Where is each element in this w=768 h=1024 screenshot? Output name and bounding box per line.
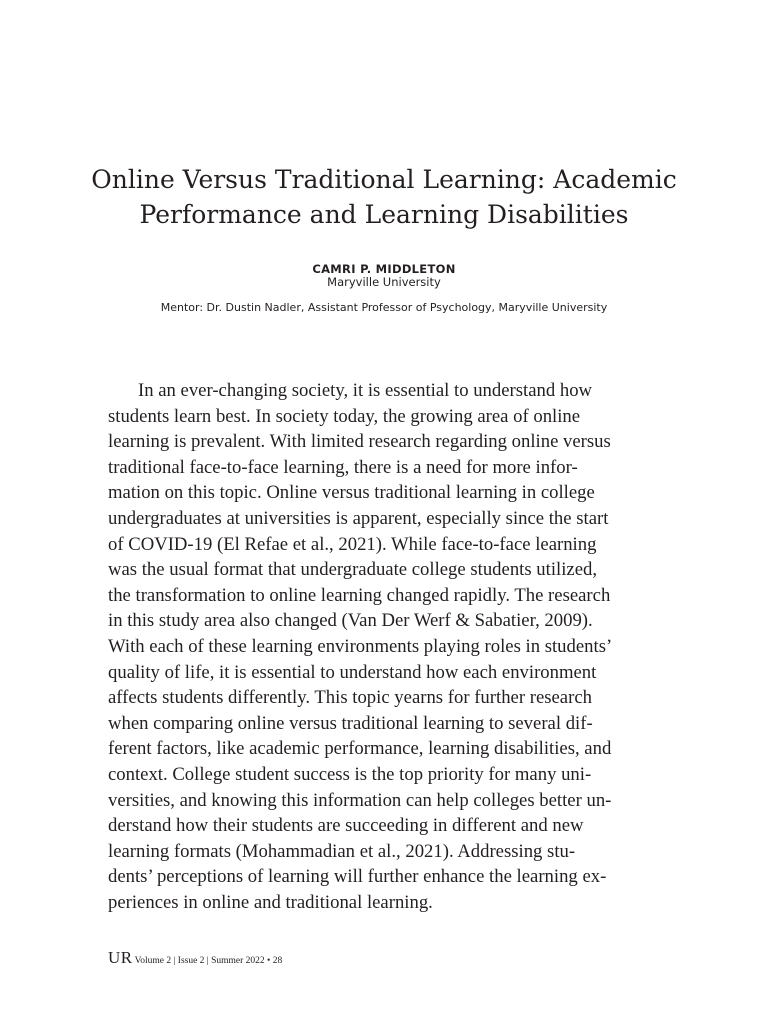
page-footer <box>108 948 282 968</box>
body-line: learning is prevalent. With limited research regarding online versus <box>108 431 611 453</box>
body-line: in this study area also changed (Van Der Werf & Sabatier, 2009). <box>108 610 593 632</box>
body-line: derstand how their students are succeeding in different and new <box>108 815 584 837</box>
body-line: was the usual format that undergraduate college students utilized, <box>108 559 598 581</box>
body-line: dents’ perceptions of learning will further enhance the learning ex- <box>108 866 607 888</box>
body-line: undergraduates at universities is apparent, especially since the start <box>108 507 609 529</box>
body-line: mation on this topic. Online versus traditional learning in college <box>108 482 595 504</box>
title-line-2: Performance and Learning Disabilities <box>139 200 629 229</box>
body-line: With each of these learning environments playing roles in students’ <box>108 635 613 657</box>
body-line: versities, and knowing this information can help colleges better un- <box>108 789 612 811</box>
body-line: In an ever-changing society, it is essential to understand how <box>138 380 593 401</box>
mentor-line: Mentor: Dr. Dustin Nadler, Assistant Professor of Psychology, Maryville University <box>160 301 608 314</box>
journal-logo: UR <box>108 948 133 967</box>
title-line-1: Online Versus Traditional Learning: Academic <box>91 165 677 194</box>
body-line: ferent factors, like academic performance, learning disabilities, and <box>108 738 612 760</box>
body-line: when comparing online versus traditional learning to several dif- <box>108 712 593 734</box>
body-line: quality of life, it is essential to understand how each environment <box>108 661 597 683</box>
author-affiliation: Maryville University <box>327 275 441 289</box>
body-line: the transformation to online learning changed rapidly. The research <box>108 584 611 606</box>
issue-info: Volume 2 | Issue 2 | Summer 2022 • 28 <box>134 956 283 966</box>
body-paragraph <box>108 378 664 915</box>
body-line: affects students differently. This topic yearns for further research <box>108 687 592 709</box>
body-line: of COVID-19 (El Refae et al., 2021). While face-to-face learning <box>108 533 597 555</box>
body-line: students learn best. In society today, the growing area of online <box>108 405 581 427</box>
paper-title <box>0 162 768 232</box>
body-line: learning formats (Mohammadian et al., 2021). Addressing stu- <box>108 840 576 862</box>
body-line: context. College student success is the top priority for many uni- <box>108 763 592 785</box>
body-line: periences in online and traditional learning. <box>108 891 433 913</box>
author-name: CAMRI P. MIDDLETON <box>312 262 456 276</box>
body-line: traditional face-to-face learning, there is a need for more infor- <box>108 456 578 478</box>
